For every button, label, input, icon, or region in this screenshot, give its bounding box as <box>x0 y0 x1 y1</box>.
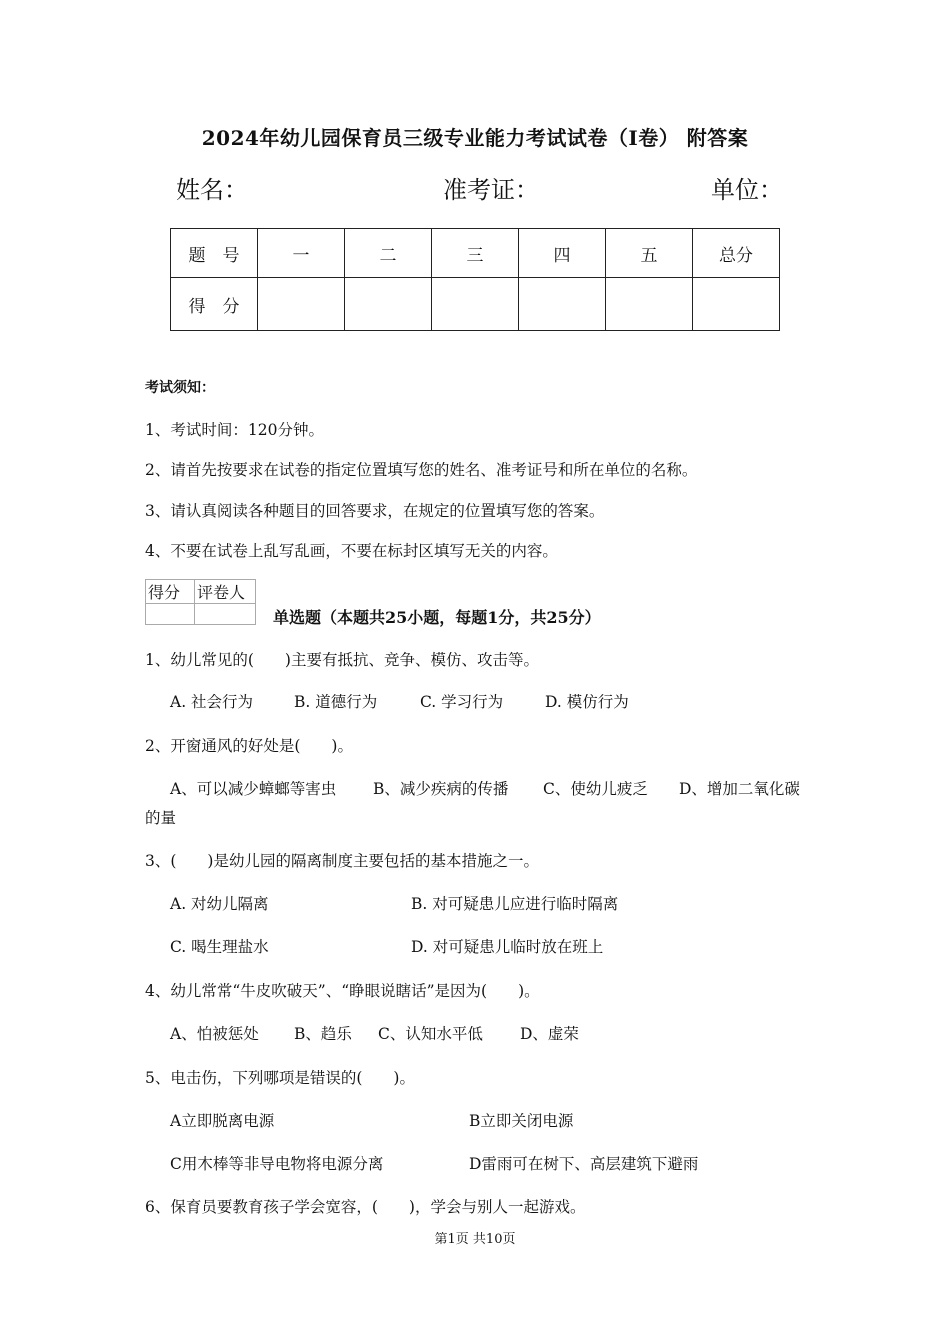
question-5-stem: 5、电击伤，下列哪项是错误的( )。 <box>145 1069 415 1087</box>
name-label: 姓名： <box>176 176 248 204</box>
question-3-option-d[interactable]: D. 对可疑患儿临时放在班上 <box>411 938 604 956</box>
question-2-stem: 2、开窗通风的好处是( )。 <box>145 737 353 755</box>
question-3-option-a[interactable]: A. 对幼儿隔离 <box>170 895 269 913</box>
score-header-2: 二 <box>345 229 432 278</box>
score-table <box>170 228 780 331</box>
notice-heading: 考试须知： <box>145 380 215 396</box>
page-footer: 第1页 共10页 <box>434 1232 516 1247</box>
question-2-option-d[interactable]: D、增加二氧化碳 <box>679 780 800 798</box>
question-4-option-a[interactable]: A、怕被惩处 <box>170 1025 259 1043</box>
notice-item-4: 4、不要在试卷上乱写乱画，不要在标封区填写无关的内容。 <box>145 542 558 560</box>
question-4-option-b[interactable]: B、趋乐 <box>294 1025 352 1043</box>
question-4-stem: 4、幼儿常常“牛皮吹破天”、“睁眼说瞎话”是因为( )。 <box>145 982 540 1000</box>
question-1-option-b[interactable]: B. 道德行为 <box>294 693 378 711</box>
question-3-option-c[interactable]: C. 喝生理盐水 <box>170 938 269 956</box>
question-6-stem: 6、保育员要教育孩子学会宽容，( )，学会与别人一起游戏。 <box>145 1198 586 1216</box>
section-title: 单选题（本题共25小题，每题1分，共25分） <box>273 608 601 627</box>
notice-item-1: 1、考试时间：120分钟。 <box>145 421 324 439</box>
score-header-5: 五 <box>606 229 693 278</box>
score-table-score-row <box>171 278 780 331</box>
score-header-total: 总分 <box>693 229 780 278</box>
grader-box-grader-label: 评卷人 <box>195 580 256 604</box>
score-cell-2[interactable] <box>345 278 432 331</box>
question-1-option-d[interactable]: D. 模仿行为 <box>545 693 629 711</box>
score-cell-total[interactable] <box>693 278 780 331</box>
question-4-option-c[interactable]: C、认知水平低 <box>378 1025 483 1043</box>
notice-item-3: 3、请认真阅读各种题目的回答要求，在规定的位置填写您的答案。 <box>145 502 605 520</box>
question-4-option-d[interactable]: D、虚荣 <box>520 1025 579 1043</box>
score-cell-3[interactable] <box>432 278 519 331</box>
score-header-3: 三 <box>432 229 519 278</box>
score-header-label: 题 号 <box>171 229 258 278</box>
question-1-stem: 1、幼儿常见的( )主要有抵抗、竞争、模仿、攻击等。 <box>145 651 539 669</box>
score-cell-5[interactable] <box>606 278 693 331</box>
grader-box-score-label: 得分 <box>146 580 195 604</box>
question-5-option-a[interactable]: A立即脱离电源 <box>170 1112 275 1130</box>
score-header-1: 一 <box>258 229 345 278</box>
grader-box <box>145 579 256 625</box>
score-cell-1[interactable] <box>258 278 345 331</box>
score-header-4: 四 <box>519 229 606 278</box>
notice-item-2: 2、请首先按要求在试卷的指定位置填写您的姓名、准考证号和所在单位的名称。 <box>145 461 698 479</box>
question-2-option-d-wrap: 的量 <box>145 809 177 827</box>
score-row-label: 得 分 <box>171 278 258 331</box>
score-table-header-row <box>171 229 780 278</box>
exam-id-label: 准考证： <box>443 176 539 204</box>
question-5-option-b[interactable]: B立即关闭电源 <box>469 1112 574 1130</box>
unit-label: 单位： <box>711 176 783 204</box>
grader-box-score-cell[interactable] <box>146 604 195 625</box>
question-2-option-c[interactable]: C、使幼儿疲乏 <box>543 780 648 798</box>
page-title: 2024年幼儿园保育员三级专业能力考试试卷（I卷） 附答案 <box>201 126 749 150</box>
question-1-option-a[interactable]: A. 社会行为 <box>170 693 254 711</box>
score-cell-4[interactable] <box>519 278 606 331</box>
question-3-option-b[interactable]: B. 对可疑患儿应进行临时隔离 <box>411 895 619 913</box>
question-2-option-b[interactable]: B、减少疾病的传播 <box>373 780 509 798</box>
question-1-option-c[interactable]: C. 学习行为 <box>420 693 504 711</box>
question-5-option-c[interactable]: C用木棒等非导电物将电源分离 <box>170 1155 384 1173</box>
question-3-stem: 3、( )是幼儿园的隔离制度主要包括的基本措施之一。 <box>145 852 539 870</box>
grader-box-grader-cell[interactable] <box>195 604 256 625</box>
question-2-option-a[interactable]: A、可以减少蟑螂等害虫 <box>170 780 337 798</box>
question-5-option-d[interactable]: D雷雨可在树下、高层建筑下避雨 <box>469 1155 699 1173</box>
